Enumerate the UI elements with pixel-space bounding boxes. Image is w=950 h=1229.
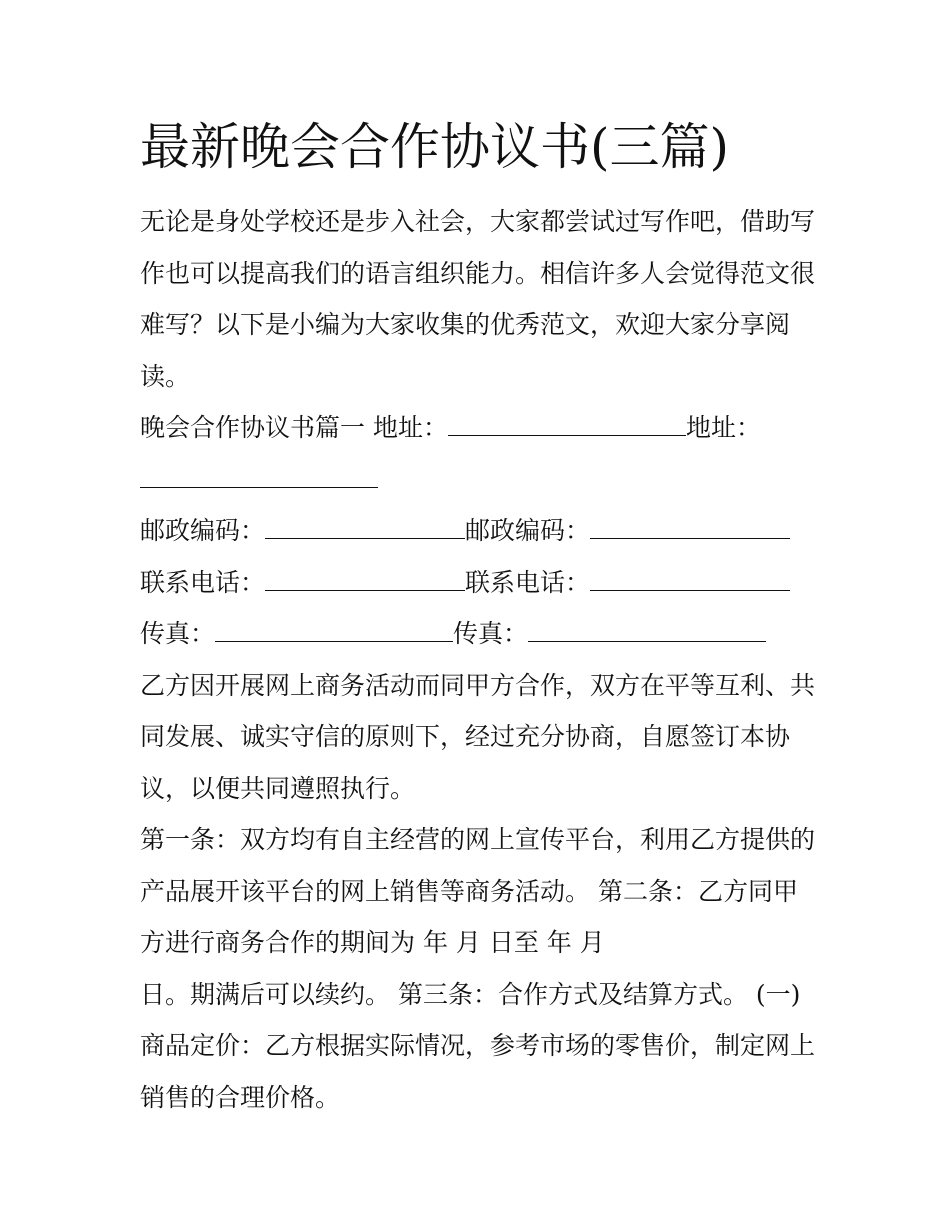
fax-label-a: 传真： xyxy=(140,619,216,648)
fax-label-b: 传真： xyxy=(453,619,529,648)
paragraph-line: 乙方因开展网上商务活动而同甲方合作，双方在平等互利、共 xyxy=(140,670,816,700)
paragraph-line: 方进行商务合作的期间为 年 月 日至 年 月 xyxy=(140,928,605,957)
phone-blank-b[interactable] xyxy=(590,568,790,591)
document-body xyxy=(140,196,820,1123)
paragraph-line: 第一条：双方均有自主经营的网上宣传平台，利用乙方提供的 xyxy=(140,825,816,854)
fax-blank-a[interactable] xyxy=(215,619,453,642)
paragraph-line: 产品展开该平台的网上销售等商务活动。 第二条：乙方同甲 xyxy=(140,876,798,906)
document-title: 最新晚会合作协议书(三篇) xyxy=(140,118,730,176)
address-row xyxy=(140,402,820,454)
phone-label-a: 联系电话： xyxy=(140,567,266,597)
paragraph-line: 日。期满后可以续约。 第三条：合作方式及结算方式。 (一) xyxy=(140,979,801,1009)
address-label-b: 地址： xyxy=(685,413,761,442)
postcode-blank-b[interactable] xyxy=(590,516,790,539)
phone-label-b: 联系电话： xyxy=(465,567,591,597)
fax-row xyxy=(140,608,820,660)
intro-line: 难写？以下是小编为大家收集的优秀范文，欢迎大家分享阅 xyxy=(140,310,791,339)
phone-blank-a[interactable] xyxy=(265,568,465,591)
postcode-label-b: 邮政编码： xyxy=(465,516,591,545)
fax-blank-b[interactable] xyxy=(528,619,766,642)
paragraph-line: 议，以便共同遵照执行。 xyxy=(140,773,416,803)
paragraph-line: 商品定价：乙方根据实际情况，参考市场的零售价，制定网上 xyxy=(140,1031,816,1060)
postcode-blank-a[interactable] xyxy=(265,516,465,539)
phone-row xyxy=(140,557,820,609)
paragraph-line: 同发展、诚实守信的原则下，经过充分协商，自愿签订本协 xyxy=(140,722,791,751)
intro-line: 作也可以提高我们的语言组织能力。相信许多人会觉得范文很 xyxy=(140,258,816,288)
address-continuation-row xyxy=(140,454,820,506)
intro-line: 读。 xyxy=(140,361,191,391)
postcode-row xyxy=(140,505,820,557)
address-blank-a[interactable] xyxy=(448,413,686,436)
address-label-a: 地址： xyxy=(372,413,448,442)
postcode-label-a: 邮政编码： xyxy=(140,516,266,545)
address-blank-b[interactable] xyxy=(140,465,378,488)
section-heading: 晚会合作协议书篇一 xyxy=(140,413,366,442)
paragraph-line: 销售的合理价格。 xyxy=(140,1082,341,1112)
intro-line: 无论是身处学校还是步入社会，大家都尝试过写作吧，借助写 xyxy=(140,207,816,236)
